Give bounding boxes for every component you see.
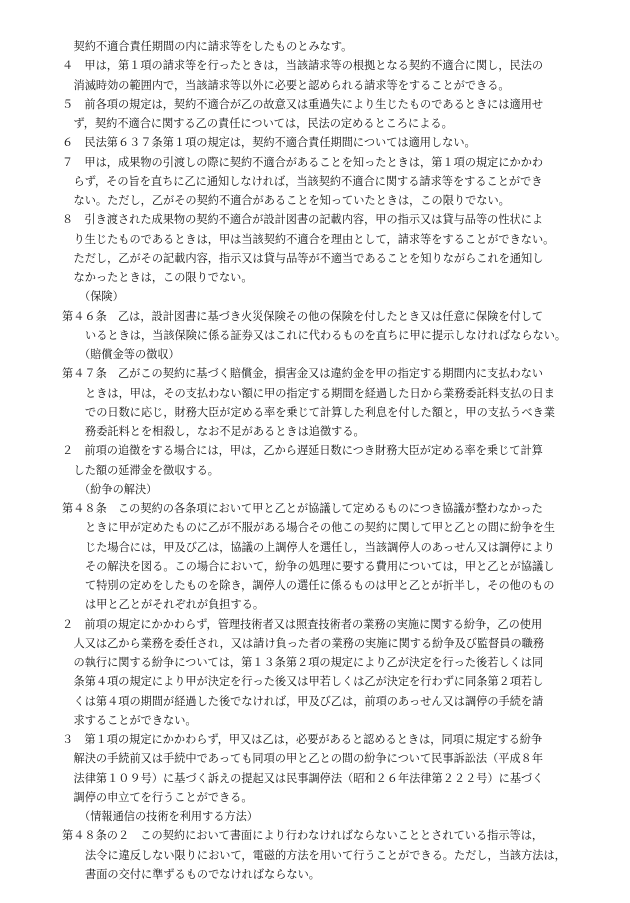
text-line: 第４６条 乙は，設計図書に基づき火災保険その他の保険を付したとき又は任意に保険を付して — [62, 309, 544, 323]
section-heading: （情報通信の技術を利用する方法） — [79, 810, 259, 823]
text-line: した額の延滞金を徴収する。 — [73, 463, 219, 477]
text-line: ３ 第１項の規定にかかわらず，甲又は乙は，必要があると認めるときは，同項に規定する紛争 — [62, 733, 543, 746]
text-line: 第４８条の２ この契約において書面により行わなければならないこととされている指示等は， — [62, 829, 544, 843]
text-line: ８ 引き渡された成果物の契約不適合が設計図書の記載内容，甲の指示又は貸与品等の性状によ — [62, 213, 544, 227]
text-line: 調停の申立てを行うことができる。 — [73, 790, 253, 804]
document-body — [62, 37, 578, 884]
text-line: 第４７条 乙がこの契約に基づく賠償金，損害金又は違約金を甲の指定する期間内に支払わない — [62, 367, 544, 381]
text-line: くは第４項の期間が経過した後でなければ，甲及び乙は，前項のあっせん又は調停の手続を請 — [73, 694, 544, 708]
text-line: 条第４項の規定により甲が決定を行った後又は甲若しくは乙が決定を行わずに同条第２項若し — [73, 675, 544, 689]
text-line: 法律第１０９号）に基づく訴えの提起又は民事調停法（昭和２６年法律第２２２号）に基づく — [73, 771, 544, 785]
section-heading: （紛争の解決） — [79, 482, 158, 496]
text-line: ただし，乙がその記載内容，指示又は貸与品等が不適当であることを知りながらこれを通知し — [73, 251, 544, 265]
text-line: は甲と乙とがそれぞれが負担する。 — [85, 598, 265, 612]
text-line: ２ 前項の規定にかかわらず，管理技術者又は照査技術者の業務の実施に関する紛争，乙の使用 — [62, 617, 543, 631]
text-line: らず，その旨を直ちに乙に通知しなければ，当該契約不適合に関する請求等をすることができ — [73, 174, 543, 188]
text-line: ２ 前項の追徴をする場合には，甲は，乙から遅延日数につき財務大臣が定める率を乗じて計算 — [62, 444, 543, 458]
text-line: 第４８条 この契約の各条項において甲と乙とが協議して定めるものにつき協議が整わなかった — [62, 502, 543, 515]
text-line: て特別の定めをしたものを除き，調停人の選任に係るものは甲と乙とが折半し，その他のもの — [85, 579, 555, 592]
section-heading: （保険） — [79, 290, 124, 304]
text-line: 契約不適合責任期間の内に請求等をしたものとみなす。 — [73, 40, 353, 53]
text-line: 法令に違反しない限りにおいて，電磁的方法を用いて行うことができる。ただし，当該方法は， — [85, 848, 566, 862]
text-line: 書面の交付に準ずるものでなければならない。 — [85, 867, 320, 881]
text-line: ６ 民法第６３７条第１項の規定は，契約不適合責任期間については適用しない。 — [62, 136, 476, 150]
text-line: り生じたものであるときは，甲は当該契約不適合を理由として，請求等をすることができない。 — [73, 232, 555, 246]
text-line: 求することができない。 — [73, 713, 197, 727]
text-line: 人又は乙から業務を委任され，又は請け負った者の業務の実施に関する紛争及び監督員の職務 — [73, 636, 545, 650]
text-line: その解決を図る。この場合において，紛争の処理に要する費用については，甲と乙とが協議し — [85, 559, 555, 573]
text-line: ７ 甲は，成果物の引渡しの際に契約不適合があることを知ったときは，第１項の規定にかかわ — [62, 155, 544, 169]
text-line: いるときは，当該保険に係る証券又はこれに代わるものを直ちに甲に提示しなければならない。 — [85, 328, 567, 342]
text-line: 務委託料とを相殺し，なお不足があるときは追徴する。 — [85, 425, 365, 438]
text-line: ときに甲が定めたものに乙が不服がある場合その他この契約に関して甲と乙との間に紛争を生 — [85, 521, 555, 535]
text-line: 消滅時効の範囲内で，当該請求等以外に必要と認められる請求等をすることができる。 — [73, 78, 510, 92]
text-line: 解決の手続前又は手続中であっても同項の甲と乙との間の紛争について民事訴訟法（平成８年 — [73, 752, 544, 766]
text-line: ４ 甲は，第１項の請求等を行ったときは，当該請求等の根拠となる契約不適合に関し，民法の — [62, 59, 544, 73]
text-line: の執行に関する紛争については，第１３条第２項の規定により乙が決定を行った後若しくは同 — [73, 656, 544, 669]
text-line: なかったときは，この限りでない。 — [73, 271, 253, 284]
text-line: ず，契約不適合に関する乙の責任については，民法の定めるところによる。 — [73, 117, 453, 130]
text-line: ５ 前各項の規定は，契約不適合が乙の故意又は重過失により生じたものであるときには適用せ — [62, 97, 544, 111]
text-line: ときは，甲は，その支払わない額に甲の指定する期間を経過した日から業務委託料支払の日ま — [85, 386, 555, 400]
text-line: ない。ただし，乙がその契約不適合があることを知っていたときは，この限りでない。 — [73, 194, 510, 207]
text-line: での日数に応じ，財務大臣が定める率を乗じて計算した利息を付した額と，甲の支払うべき業 — [85, 405, 555, 419]
section-heading: （賠償金等の徴収） — [79, 348, 180, 361]
text-line: じた場合には，甲及び乙は，協議の上調停人を選任し，当該調停人のあっせん又は調停により — [85, 540, 555, 554]
